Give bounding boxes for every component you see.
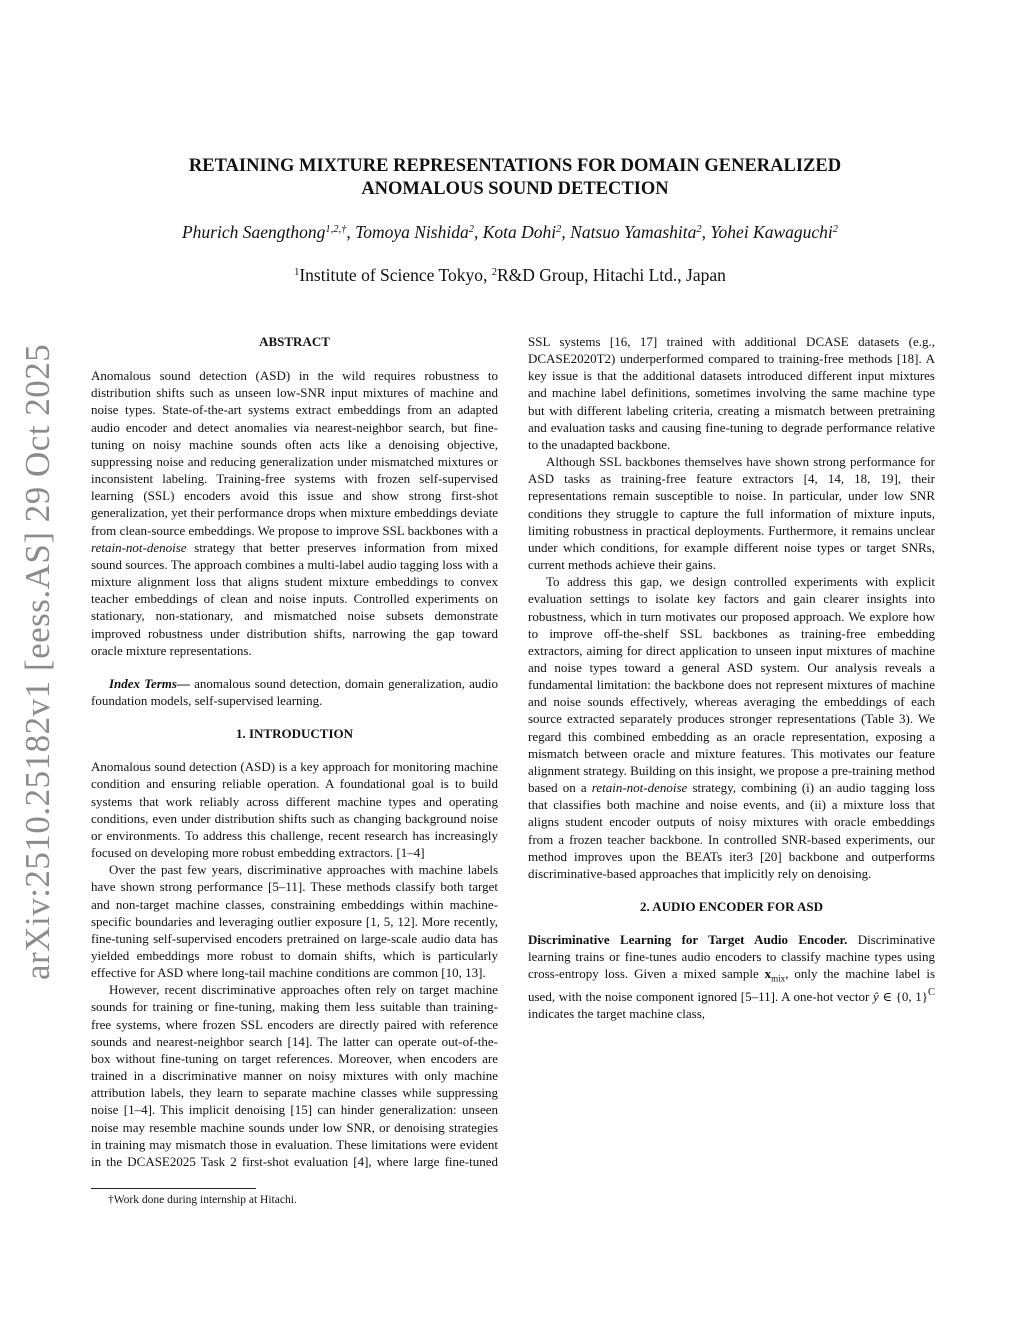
section-1-heading: 1. INTRODUCTION (235, 726, 353, 742)
right-column (528, 333, 935, 1023)
author-list (60, 222, 960, 243)
author-3-affil: 2 (556, 224, 562, 235)
author-4: , Natsuo Yamashita (561, 222, 697, 242)
author-5: , Yohei Kawaguchi (701, 222, 833, 242)
intro-paragraph-2: Over the past few years, discriminative approaches with machine labels have shown strong performance [5–11]. These methods classify both target and non-target machine classes, constraining embeddings within machine-specific boundaries and leveraging outlier exposure [1, 5, 12]. More recently, fine-tuning self-supervised encoders pretrained on large-scale audio data has yielded embeddings more robust to domain shifts, which is particularly effective for ASD where long-tail machine conditions are common [10, 13]. (91, 862, 498, 981)
footnote: †Work done during internship at Hitachi. (108, 1194, 297, 1206)
intro-paragraph-1: Anomalous sound detection (ASD) is a key approach for monitoring machine condition and ensuring reliable operation. A foundational goal is to build systems that work reliably across different machine types and operating conditions, even under distribution shifts such as changing background noise or environments. To address this challenge, recent research has increasingly focused on developing more robust embedding extractors. [1–4] (91, 759, 498, 861)
author-4-affil: 2 (696, 224, 702, 235)
section-2-paragraph: Discriminative Learning for Target Audio Encoder. Discriminative learning trains or fine-tunes audio encoders to classify machine types using cross-entropy loss. Given a mixed sample $x_{mix}$, only the machine label is used, with the noise component ignored [5–11]. A one-hot vector ŷ ∈ {0, 1}$^C$ indicates the target machine class, (528, 932, 936, 1022)
intro-paragraph-5: To address this gap, we design controlled experiments with explicit evaluation settings to isolate key factors and gain clearer insights into robustness, which in turn motivates our proposed approach. We explore how to improve off-the-shelf SSL backbones as training-free embedding extractors, aiming for direct application to unseen input mixtures of machine and noise types toward a general ASD system. Our analysis reveals a fundamental limitation: the backbone does not represent mixtures of machine and noise sounds effectively, whereas averaging the embeddings of each source extracted separately produces stronger representations (Table 3). We regard this combined embedding as an oracle representation, exposing a mismatch between oracle and mixture features. This motivates our feature alignment strategy. Building on this insight, we propose a pre-training method based on a retain-not-denoise strategy, combining (i) an audio tagging loss that classifies both machine and noise events, and (ii) a mixture loss that aligns student encoder outputs of noisy mixtures with oracle embeddings from a frozen teacher backbone. In controlled SNR-based experiments, our method improves upon the BEATs iter3 [20] backbone and outperforms discriminative-based approaches that implicitly rely on denoising. (528, 574, 935, 881)
author-3: , Kota Dohi (473, 222, 557, 242)
title-line-1: RETAINING MIXTURE REPRESENTATIONS FOR DOMAIN GENERALIZED (188, 156, 842, 176)
intro-paragraph-4: Although SSL backbones themselves have shown strong performance for ASD tasks as training-free feature extractors [4, 14, 18, 19], their representations remain susceptible to noise. In particular, under low SNR conditions they struggle to capture the full information of mixture inputs, limiting robustness in practical deployments. Furthermore, it remains unclear under which conditions, for example different noise types or target SNRs, current methods achieve their gains. (528, 454, 935, 573)
index-terms: Index Terms— anomalous sound detection, domain generalization, audio foundation models, self-supervised learning. (91, 675, 499, 708)
author-2-affil: 2 (468, 224, 474, 235)
intro-paragraph-3-continued: SSL systems [16, 17] trained with additional DCASE datasets (e.g., DCASE2020T2) underperformed compared to training-free methods [18]. A key issue is that the additional datasets introduced different input mixtures and machine label definitions, sometimes involving the same machine type but with different labeling criteria, creating a mismatch between pretraining and evaluation tasks and causing fine-tuning to degrade performance relative to the unadapted backbone. (528, 334, 935, 452)
author-5-affil: 2 (832, 224, 839, 235)
abstract-text: Anomalous sound detection (ASD) in the wild requires robustness to distribution shifts such as unseen low-SNR input mixtures of machine and noise types. State-of-the-art systems extract embeddings from an adapted audio encoder and detect anomalies via nearest-neighbor search, but fine-tuning on noisy machine sounds often acts like a denoising objective, suppressing noise and reducing generalization under mismatched mixtures or inconsistent labeling. Training-free systems with frozen self-supervised learning (SSL) encoders avoid this issue and show strong first-shot generalization, yet their performance drops when mixture embeddings deviate from clean-source embeddings. We propose to improve SSL backbones with a retain-not-denoise strategy that better preserves information from mixed sound sources. The approach combines a multi-label audio tagging loss with a mixture alignment loss that aligns student mixture embeddings to convex teacher embeddings of clean and noise inputs. Controlled experiments on stationary, non-stationary, and mismatched noise subsets demonstrate improved robustness under distribution shifts, narrowing the gap toward oracle mixture representations. (91, 368, 498, 658)
author-1: Phurich Saengthong (181, 222, 326, 242)
title-line-2: ANOMALOUS SOUND DETECTION (361, 179, 669, 199)
affil-1: Institute of Science Tokyo, (299, 265, 492, 285)
intro-paragraph-3: However, recent discriminative approaches often rely on target machine sounds for training or fine-tuning, making them less suitable than training-free systems, where frozen SSL encoders are directly paired with reference sounds and nearest-neighbor search [14]. The latter can operate out-of-the-box without fine-tuning on target references. Moreover, when encoders are trained in a discriminative manner on noisy mixtures with only machine attribution labels, they learn to separate machine classes while suppressing noise [1–4]. This implicit denoising [15] can hinder generalization: unseen noise may resemble machine sounds under low SNR, or denoising strategies in training may mismatch those in evaluation. These limitations were evident in the DCASE2025 Task 2 first-shot evaluation [4], where large fine-tuned (91, 982, 498, 1169)
affiliations (60, 265, 960, 286)
arxiv-identifier: arXiv:2510.25182v1 [eess.AS] 29 Oct 2025 (18, 343, 57, 980)
paper-title (110, 155, 920, 201)
affil-2-mark: 2 (491, 267, 497, 278)
affil-2: R&D Group, Hitachi Ltd., Japan (496, 265, 726, 285)
footnote-rule (91, 1188, 256, 1189)
abstract-heading: ABSTRACT (259, 334, 330, 349)
affil-1-mark: 1 (294, 267, 300, 278)
section-2-heading: 2. AUDIO ENCODER FOR ASD (639, 899, 824, 914)
left-column (91, 333, 498, 1170)
author-1-affil: 1,2,† (325, 224, 347, 235)
author-2: , Tomoya Nishida (346, 222, 469, 242)
